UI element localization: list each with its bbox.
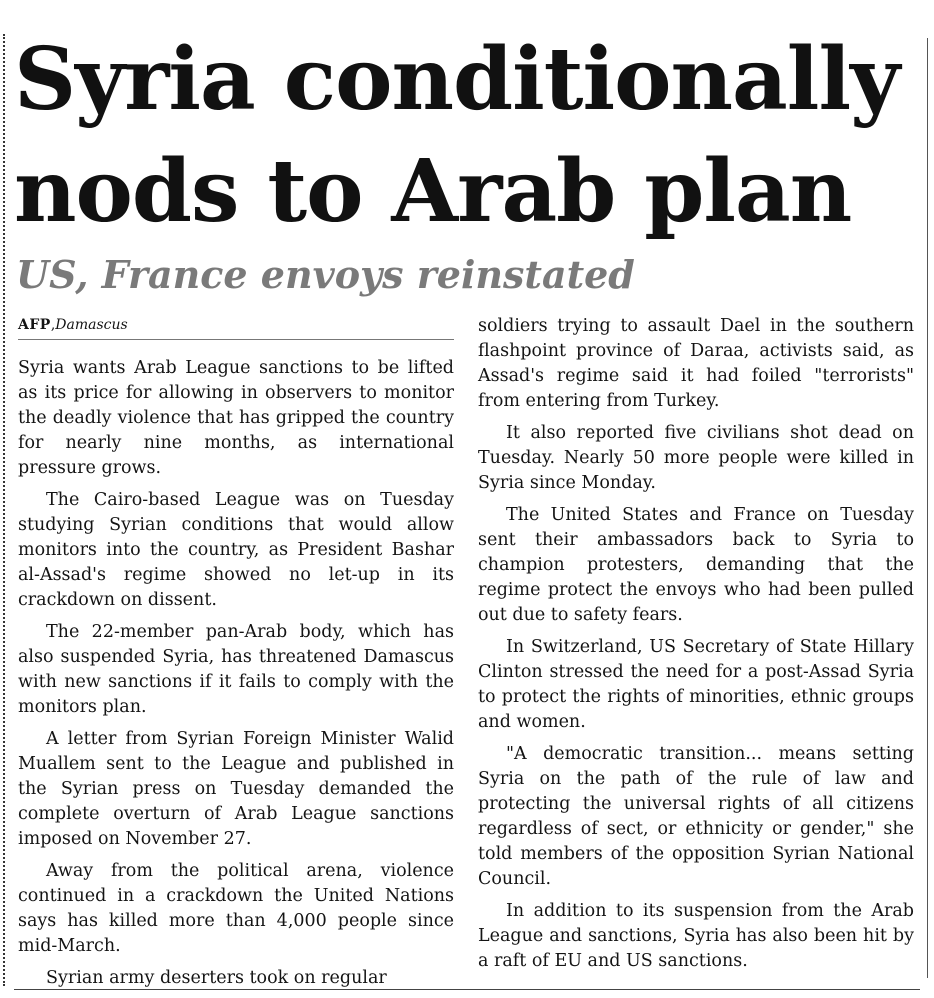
article-column-right: [478, 314, 914, 981]
paragraph: Syrian army deserters took on regular: [46, 968, 387, 988]
paragraph: The Cairo-based League was on Tuesday studying Syrian conditions that would allow monitors into the country, as President Bashar al-Assad's regime showed no let-up in its crackdown on dissent.: [18, 490, 454, 610]
article-column-left: [18, 356, 454, 998]
headline: [14, 24, 919, 248]
headline-line-1: Syria conditionally: [14, 29, 900, 130]
byline-agency: AFP: [18, 317, 51, 333]
paragraph: soldiers trying to assault Dael in the southern flashpoint province of Daraa, activists said, as Assad's regime said it had foiled "terrorists" from entering from Turkey.: [478, 316, 914, 411]
paragraph: In Switzerland, US Secretary of State Hillary Clinton stressed the need for a post-Assad Syria to protect the rights of minorities, ethnic groups and women.: [478, 637, 914, 732]
paragraph: Away from the political arena, violence continued in a crackdown the United Nations says has killed more than 4,000 people since mid-March.: [18, 861, 454, 956]
paragraph: "A democratic transition... means setting Syria on the path of the rule of law and protecting the universal rights of all citizens regardless of sect, or ethnicity or gender," she told members of the opposition Syrian National Council.: [478, 744, 914, 889]
bottom-border-rule: [14, 989, 920, 990]
headline-line-2: nods to Arab plan: [14, 141, 852, 242]
paragraph: The United States and France on Tuesday sent their ambassadors back to Syria to champion protesters, demanding that the regime protect the envoys who had been pulled out due to safety fears.: [478, 505, 914, 625]
byline-dateline: Damascus: [55, 317, 128, 333]
left-dotted-border: [3, 34, 5, 986]
paragraph: A letter from Syrian Foreign Minister Walid Muallem sent to the League and published in the Syrian press on Tuesday demanded the complete overturn of Arab League sanctions imposed on November 27.: [18, 729, 454, 849]
paragraph: Syria wants Arab League sanctions to be lifted as its price for allowing in observers to monitor the deadly violence that has gripped the country for nearly nine months, as international pressure grows.: [18, 358, 454, 478]
paragraph: In addition to its suspension from the Arab League and sanctions, Syria has also been hit by a raft of EU and US sanctions.: [478, 901, 914, 971]
paragraph: It also reported five civilians shot dead on Tuesday. Nearly 50 more people were killed in Syria since Monday.: [478, 423, 914, 493]
subheadline: US, France envoys reinstated: [16, 252, 635, 297]
byline: AFP,Damascus: [18, 315, 454, 340]
paragraph: The 22-member pan-Arab body, which has also suspended Syria, has threatened Damascus with new sanctions if it fails to comply with the monitors plan.: [18, 622, 454, 717]
right-border-rule: [927, 38, 928, 978]
